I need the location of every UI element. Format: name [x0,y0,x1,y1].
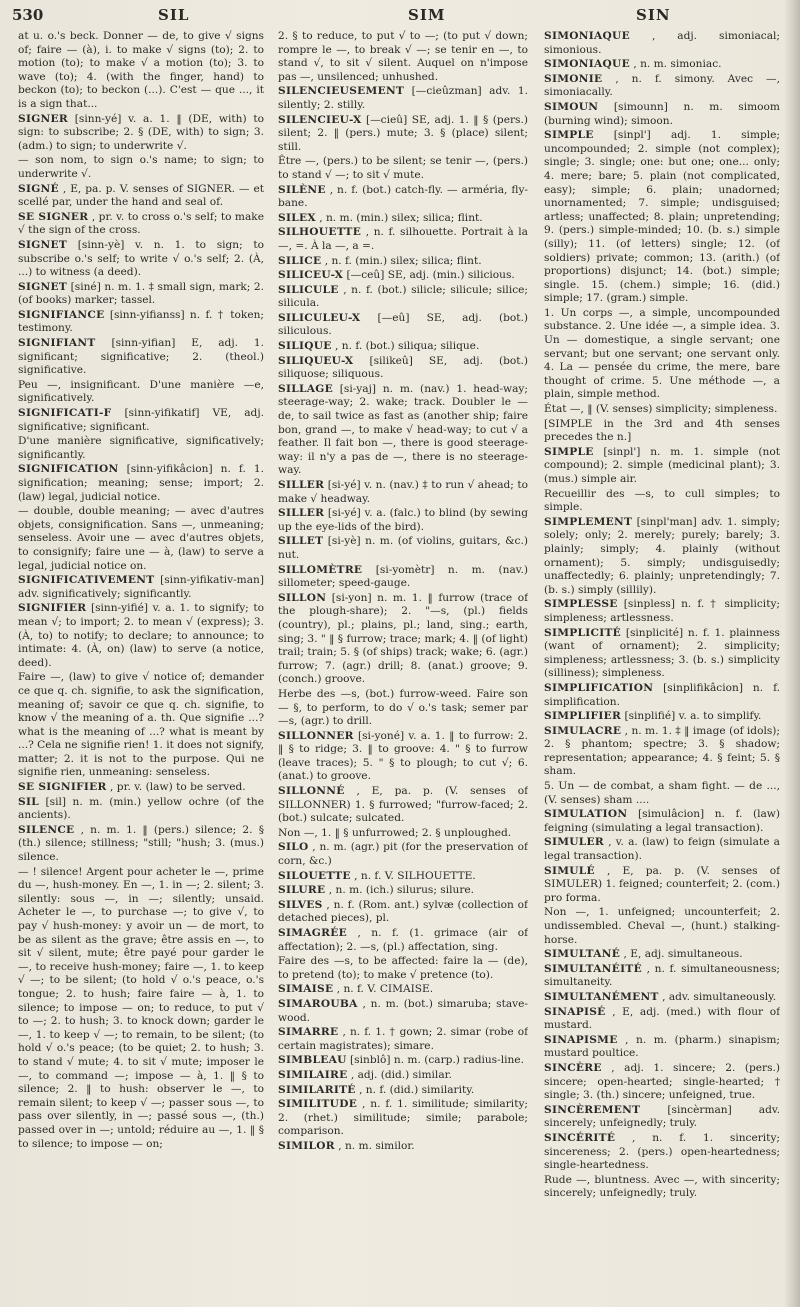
dictionary-entry [544,963,780,990]
dictionary-entry [18,435,264,462]
dictionary-entry [278,114,528,155]
entry-headword: SILENCIEU-X [278,113,362,126]
entry-headword: SINCÈRE [544,1061,602,1074]
dictionary-entry [278,479,528,506]
dictionary-entry [544,488,780,515]
entry-headword: SIMAGRÉE [278,927,347,939]
entry-headword: SE SIGNER [18,210,89,223]
dictionary-entry [278,870,528,884]
entry-headword: SIMULACRE [544,724,622,737]
entry-headword: SILICEU-X [278,269,344,282]
dictionary-entry [18,337,264,378]
dictionary-entry [544,1104,780,1131]
entry-definition: , n. m. similor. [338,1139,415,1152]
entry-definition: , n. f. (did.) similarity. [359,1083,475,1096]
entry-headword: SINCÉRITÉ [544,1131,616,1144]
entry-definition: , n. f. (1. grimace (air of affectation); 2. —s, (pl.) affectation, sing. [278,927,528,953]
entry-definition: , n. f. 1. similitude; similarity; 2. (rhet.) similitude; simile; parabole; comparison. [278,1098,528,1138]
entry-definition: [sinn-yè] v. n. 1. to sign; to subscribe o.'s self; to write √ o.'s self; 2. (À, ...) to witness (a deed). [18,238,264,279]
dictionary-entry [278,1069,528,1083]
dictionary-entry [544,780,780,807]
entry-definition: , n. f. silhouette. Portrait à la —, =. À la —, a =. [278,226,528,252]
entry-definition: at u. o.'s beck. Donner — de, to give √ signs of; faire — (à), i. to make √ signs (to); 2. to motion (to); to make √ a motion (to); 3. to wave (to); 4. (with the finger, hand) to beckon (to); to beckon (...). C'est — que ..., it is a sign that... [18,30,264,110]
entry-headword: SIMONIE [544,72,603,85]
entry-headword: SIMPLEMENT [544,515,633,528]
entry-headword: SIGNET [18,238,68,251]
entry-definition: Être —, (pers.) to be silent; se tenir —, (pers.) to stand √ —; to sit √ mute. [278,155,528,181]
entry-definition: , n. f. 1. sincerity; sincereness; 2. (pers.) open-heartedness; single-heartedness. [544,1131,780,1172]
dictionary-entry [18,574,264,601]
dictionary-entry [18,602,264,670]
entry-definition: [—cieûzman] adv. 1. silently; 2. stilly. [278,85,528,111]
entry-definition: [si-yé] v. a. (falc.) to blind (by sewing up the eye-lids of the bird). [278,507,528,533]
dictionary-entry [544,710,780,724]
entry-definition: [silikeû] SE, adj. (bot.) siliquose; siliquous. [278,354,528,381]
entry-headword: SIMARRE [278,1026,339,1039]
dictionary-entry [278,340,528,354]
dictionary-entry [18,824,264,865]
entry-headword: SINAPISÉ [544,1005,606,1018]
dictionary-entry [278,212,528,226]
dictionary-entry [18,309,264,336]
entry-headword: SILOUETTE [278,869,351,882]
entry-headword: SIGNIFIER [18,602,87,615]
dictionary-entry [18,796,264,823]
page-number: 530 [12,6,44,24]
entry-definition: [sinpl'] adj. 1. simple; uncompounded; 2. simple (not complex); single; 3. single; one: but one; one... only; 4. mere; bare; 5. plain (not complicated, easy); simple; 6. plain; unadorned; unornamented; 7. simple; undisguised; artless; unaffected; 8. plain; unpretending; 9. (pers.) simple-minded; 10. (b. s.) simple (silly); 11. (of letters) single; 12. (of soldiers) private; common; 13. (arith.) (of proportions) disjunct; 14. (bot.) simple; single. 15. (chem.) simple; 16. (did.) simple; 17. (gram.) simple. [544,129,780,305]
dictionary-entry [278,30,528,84]
entry-definition: Rude —, bluntness. Avec —, with sincerity; sincerely; unfeignedly; truly. [544,1173,780,1200]
entry-definition: [—eû] SE, adj. (bot.) siliculous. [278,311,528,338]
dictionary-entry [18,30,264,112]
entry-headword: SILIQUE [278,340,332,353]
entry-headword: SIMAISE [278,983,334,996]
entry-definition: Faire —, (law) to give √ notice of; demander ce que q. ch. signifie, to ask the signification, meaning of; savoir ce que q. ch. signifie, to know √ the meaning of a. th. Que signifie ...? what is the meaning of ...? what is meant by ...? Cela ne signifie rien! 1. it does not signify, matter; 2. it is not to the purpose. Qui ne signifie rien, unmeaning: senseless. [18,671,264,779]
entry-definition: , pr. v. (law) to be served. [110,781,246,794]
entry-definition: , v. a. (law) to feign (simulate a legal transaction). [544,836,780,863]
dictionary-entry [278,226,528,253]
dictionary-entry [544,307,780,402]
entry-definition: , n. f. (bot.) catch-fly. — arméria, fly-bane. [278,183,528,210]
entry-headword: SIL [18,795,39,808]
entry-definition: , n. m. (ich.) silurus; silure. [328,884,475,897]
dictionary-entry [544,991,780,1005]
dictionary-entry [18,211,264,238]
entry-definition: , n. m. (pharm.) sinapism; mustard poultice. [544,1033,780,1060]
entry-definition: [sinpless] n. f. † simplicity; simpleness; artlessness. [544,598,780,624]
dictionary-entry [278,884,528,898]
dictionary-entry [278,184,528,211]
entry-headword: SILLONNÉ [278,785,345,798]
entry-headword: SIGNIFIANT [18,337,96,350]
entry-headword: SILICULEU-X [278,311,361,324]
dictionary-entry [278,998,528,1025]
entry-headword: SIMPLE [544,445,594,458]
dictionary-entry [278,535,528,562]
entry-definition: — double, double meaning; — avec d'autres objets, consignification. Sans —, unmeaning; senseless. Avoir une — avec d'autres objets, to consignify; faire une — à, (law) to serve a legal, judicial notice on. [18,505,264,572]
entry-headword: SIMPLICITÉ [544,626,622,639]
entry-headword: SE SIGNIFIER [18,781,107,794]
entry-definition: [simounn] n. m. simoom (burning wind); simoon. [544,100,780,127]
entry-headword: SIMULÉ [544,864,595,877]
entry-definition: [sinn-yifikâcion] n. f. 1. signification; meaning; sense; import; 2. (law) legal, judicial notice. [18,463,264,503]
entry-definition: , adj. (did.) similar. [350,1068,452,1081]
entry-definition: État —, ‖ (V. senses) simplicity; simpleness. [544,403,778,416]
entry-definition: 1. Un corps —, a simple, uncompounded substance. 2. Une idée —, a simple idea. 3. Un — domestique, a single servant; one servant; but one servant; one servant only. 4. La — pensée du crime, the mere, bare thought of crime. 5. Une méthode —, a plain, simple method. [544,306,780,401]
entry-headword: SIGNIFICATI-F [18,407,112,420]
dictionary-entry [278,85,528,112]
dictionary-entry [544,446,780,487]
entry-definition: , E, pa. p. V. senses of SIGNER. — et scellé par, under the hand and seal of. [18,182,264,209]
entry-headword: SIMAROUBA [278,997,358,1010]
dictionary-entry [278,284,528,311]
entry-headword: SIMONIAQUE [544,58,630,71]
dictionary-entry [278,507,528,534]
entry-definition: [sinn-yifianss] n. f. † token; testimony. [18,308,264,335]
entry-definition: , E, pa. p. (V. senses of SIMULER) 1. feigned; counterfeit; 2. (com.) pro forma. [544,864,780,904]
entry-definition: — ! silence! Argent pour acheter le —, prime du —, hush-money. En —, 1. in —; 2. silent; 3. silently: sous —, in —; silently; unsaid. Acheter le —, to purchase —; to give √, to pay √ hush-money: y avoir un — de mort, to be as silent as the grave; être assis en —, to sit √ silent, mute; être payé pour garder le —, to receive hush-money; faire —, 1. to keep √ —; to be silent; (to hold √ o.'s peace, o.'s tongue; 2. to hush; faire faire — à, 1. to silence; to impose — on; to reduce, to put √ to —; 2. to hush; 3. to knock down; garder le —, 1. to keep √ —; to remain, to be silent; (to hold √ o.'s peace; (to be quiet; 2. to hush; 3. to stand √ mute; 4. to sit √ mute; imposer le —, to command —; impose — à, 1. ‖ § to silence; 2. ‖ to hush: observer le —, to remain silent; to keep √ —; passer sous —, to pass over silently, in —; passé sous —, (th.) passed over in —; untold; réduire au —, 1. ‖ § to silence; to impose — on; [18,865,264,1150]
dictionary-entry [18,407,264,434]
entry-definition: [SIMPLE in the 3rd and 4th senses precedes the n.] [544,417,780,444]
entry-definition: [sil] n. m. (min.) yellow ochre (of the ancients). [18,795,264,822]
entry-definition: [sinn-yifié] v. a. 1. to signify; to mean √; to import; 2. to mean √ (express); 3. (À, to) to notify; to declare; to announce; to intimate: 4. (À, on) (law) to serve (a notice, deed). [18,602,264,669]
dictionary-entry [544,725,780,779]
entry-definition: [sinn-yifikativ-man] adv. significatively; significantly. [18,574,264,600]
entry-headword: SILIQUEU-X [278,354,354,367]
entry-definition: , E, adj. (med.) with flour of mustard. [544,1005,780,1032]
entry-headword: SILÈNE [278,183,326,196]
entry-definition: [sincèrman] adv. sincerely; unfeignedly; truly. [544,1103,780,1130]
entry-headword: SIMONIAQUE [544,30,630,42]
dictionary-entry [278,1140,528,1154]
guide-word-right: SIN [636,6,671,24]
dictionary-entry [278,955,528,982]
dictionary-entry [18,379,264,406]
dictionary-entry [278,827,528,841]
entry-definition: , n. m. (min.) silex; silica; flint. [319,211,483,224]
dictionary-entry [544,129,780,306]
entry-headword: SIGNIFIANCE [18,308,105,321]
entry-headword: SILICE [278,254,322,267]
entry-definition: , E, pa. p. (V. senses of SILLONNER) 1. § furrowed; "furrow-faced; 2. (bot.) sulcate; sulcated. [278,785,528,825]
dictionary-entry [278,383,528,478]
entry-headword: SILO [278,841,309,854]
entry-headword: SIGNER [18,112,69,125]
entry-headword: SIMOUN [544,100,599,113]
dictionary-entry [544,682,780,709]
dictionary-entry [278,564,528,591]
entry-headword: SILLONNER [278,729,354,742]
dictionary-entry [18,463,264,504]
dictionary-entry [544,30,780,57]
entry-definition: , n. f. (Rom. ant.) sylvæ (collection of detached pieces), pl. [278,898,528,925]
entry-definition: Peu —, insignificant. D'une manière —e, significatively. [18,378,264,405]
entry-definition: , n. m. (agr.) pit (for the preservation of corn, &c.) [278,841,528,868]
dictionary-entry [18,113,264,154]
entry-definition: , n. m. 1. ‖ (pers.) silence; 2. § (th.) silence; stillness; "still; "hush; 3. (mus.) silence. [18,823,264,864]
dictionary-entry [278,899,528,926]
entry-definition: , n. f. simultaneousness; simultaneity. [544,962,780,989]
entry-definition: [sinn-yifian] E, adj. 1. significant; significative; 2. (theol.) significative. [18,337,264,377]
entry-headword: SINCÈREMENT [544,1103,641,1116]
entry-definition: , adj. 1. sincere; 2. (pers.) sincere; open-hearted; single-hearted; † single; 3. (th.) sincere; unfeigned, true. [544,1061,780,1102]
entry-headword: SILENCIEUSEMENT [278,85,405,98]
dictionary-entry [278,841,528,868]
entry-definition: [—cieû] SE, adj. 1. ‖ § (pers.) silent; 2. ‖ (pers.) mute; 3. § (place) silent; still. [278,113,528,153]
dictionary-entry [544,948,780,962]
dictionary-entry [278,1098,528,1139]
dictionary-entry [278,1084,528,1098]
entry-headword: SILLER [278,479,325,491]
entry-headword: SILVES [278,898,323,911]
entry-definition: [—ceû] SE, adj. (min.) silicious. [346,269,515,282]
entry-definition: , n. m. simoniac. [633,58,722,71]
page-edge-shadow [784,0,800,1307]
dictionary-entry [18,866,264,1151]
entry-definition: , n. m. (bot.) simaruba; stave-wood. [278,997,528,1024]
entry-definition: [sinn-yé] v. a. 1. ‖ (DE, with) to sign: to subscribe; 2. § (DE, with) to sign; 3. (adm.) to sign; to underwrite √. [18,112,264,152]
entry-definition: , n. f. V. CIMAISE. [336,983,434,996]
dictionary-entry [278,592,528,687]
entry-headword: SIMPLESSE [544,598,618,611]
entry-definition: , n. f. (bot.) silicle; silicule; silice; silicula. [278,283,528,310]
entry-definition: 5. Un — de combat, a sham fight. — de ..., (V. senses) sham .... [544,780,780,806]
dictionary-entry [278,1026,528,1053]
column-middle [278,30,528,1300]
dictionary-entry [544,906,780,947]
entry-headword: SIMULER [544,836,604,849]
dictionary-entry [544,627,780,681]
entry-definition: 2. § to reduce, to put √ to —; (to put √ down; rompre le —, to break √ —; se tenir en —, to stand √, to sit √ silent. Auquel on n'impose pas —, unsilenced; unhushed. [278,30,528,83]
dictionary-entry [544,1034,780,1061]
entry-headword: SIMULTANÉITÉ [544,962,642,975]
entry-definition: , n. f. (bot.) siliqua; silique. [335,340,480,353]
dictionary-entry [544,58,780,72]
entry-headword: SIMULATION [544,808,628,821]
dictionary-entry [544,418,780,445]
dictionary-entry [18,183,264,210]
dictionary-entry [278,927,528,954]
dictionary-entry [544,836,780,863]
entry-definition: , n. m. 1. ‡ ‖ image (of idols); 2. § phantom; spectre; 3. § shadow; representation; appearance; 4. § feint; 5. § sham. [544,724,780,778]
entry-definition: , n. f. 1. † gown; 2. simar (robe of certain magistrates); simare. [278,1026,528,1052]
entry-headword: SIMILARITÉ [278,1083,356,1096]
entry-headword: SIGNIFICATIVEMENT [18,574,155,587]
entry-definition: [si-yomètr] n. m. (nav.) sillometer; speed-gauge. [278,563,528,590]
dictionary-entry [278,155,528,182]
entry-headword: SIMBLEAU [278,1054,347,1067]
guide-word-middle: SIM [408,6,446,24]
dictionary-entry [544,101,780,128]
entry-definition: , n. f. (min.) silex; silica; flint. [324,254,482,267]
dictionary-entry [278,269,528,283]
entry-headword: SIGNET [18,280,68,293]
dictionary-entry [18,781,264,795]
dictionary-entry [278,730,528,784]
entry-definition: , n. f. V. SILHOUETTE. [354,869,476,882]
column-left [18,30,264,1300]
dictionary-entry [544,1174,780,1201]
dictionary-entry [278,1054,528,1068]
dictionary-entry [544,73,780,100]
entry-headword: SILLON [278,591,327,604]
entry-definition: [sinpl'] n. m. 1. simple (not compound); 2. simple (medicinal plant); 3. (mus.) simple air. [544,445,780,485]
entry-headword: SIMILAIRE [278,1068,348,1081]
entry-definition: , adj. simoniacal; simonious. [544,30,780,56]
entry-definition: [sinplifié] v. a. to simplify. [624,710,762,723]
entry-headword: SIMPLIFIER [544,710,622,723]
entry-headword: SIMILITUDE [278,1098,358,1111]
column-right [544,30,780,1300]
dictionary-entry [278,688,528,729]
guide-word-left: SIL [158,6,190,24]
dictionary-entry [18,505,264,573]
dictionary-entry [544,1062,780,1103]
dictionary-entry [278,785,528,826]
entry-headword: SILICULE [278,283,339,296]
entry-headword: SIMULTANÉMENT [544,990,659,1003]
dictionary-entry [278,983,528,997]
entry-definition: Non —, 1. unfeigned; uncounterfeit; 2. undissembled. Cheval —, (hunt.) stalking-horse. [544,906,780,946]
entry-headword: SIMILOR [278,1139,335,1152]
entry-definition: [sinblô] n. m. (carp.) radius-line. [350,1054,524,1067]
dictionary-entry [544,1006,780,1033]
entry-definition: Faire des —s, to be affected: faire la — (de), to pretend (to); to make √ pretence (to). [278,955,528,981]
entry-headword: SILENCE [18,823,75,836]
entry-definition: [sinplifikâcion] n. f. simplification. [544,681,780,708]
dictionary-entry [18,154,264,181]
dictionary-entry [544,403,780,417]
entry-definition: , E, adj. simultaneous. [623,948,743,961]
entry-definition: , n. f. simony. Avec —, simoniacally. [544,72,780,99]
entry-definition: [sinplicité] n. f. 1. plainness (want of ornament); 2. simplicity; simpleness; artlessness; 3. (b. s.) simplicity (silliness); simpleness. [544,626,780,680]
entry-definition: D'une manière significative, significatively; significantly. [18,435,264,461]
entry-headword: SILLET [278,535,324,548]
dictionary-entry [18,281,264,308]
entry-headword: SILURE [278,884,326,897]
entry-definition: [si-yoné] v. a. 1. ‖ to furrow: 2. ‖ § to ridge; 3. ‖ to groove: 4. " § to furrow (leave traces); 5. " § to plough; to cut √; 6. (anat.) to groove. [278,729,528,783]
dictionary-entry [544,598,780,625]
entry-headword: SIMPLIFICATION [544,681,654,694]
entry-definition: Herbe des —s, (bot.) furrow-weed. Faire son — §, to perform, to do √ o.'s task; semer par —s, (agr.) to drill. [278,687,528,728]
dictionary-entry [544,516,780,598]
entry-definition: , pr. v. to cross o.'s self; to make √ the sign of the cross. [18,210,264,237]
dictionary-entry [278,312,528,339]
entry-headword: SINAPISME [544,1033,618,1046]
dictionary-entry [544,808,780,835]
entry-definition: [si-yaj] n. m. (nav.) 1. head-way; steerage-way; 2. wake; track. Doubler le — de, to sail twice as fast as (another ship; faire bon, grand —, to make √ head-way; to cut √ a feather. Il fait bon —, there is good steerage-way: il n'y a pas de —, there is no steerage-way. [278,382,528,477]
entry-headword: SILLAGE [278,382,333,395]
entry-headword: SILHOUETTE [278,226,362,239]
entry-definition: [si-yè] n. m. (of violins, guitars, &c.) nut. [278,535,528,561]
dictionary-entry [278,255,528,269]
entry-definition: [simulâcion] n. f. (law) feigning (simulating a legal transaction). [544,808,780,834]
dictionary-entry [544,865,780,906]
dictionary-entry [544,1132,780,1173]
entry-headword: SILLER [278,507,325,520]
entry-headword: SILLOMÈTRE [278,563,363,576]
entry-headword: SILEX [278,211,316,224]
dictionary-entry [18,239,264,280]
entry-definition: [si-yon] n. m. 1. ‖ furrow (trace of the plough-share); 2. "—s, (pl.) fields (country), pl.; plains, pl.; land, sing.; earth, sing; 3. " ‖ § furrow; trace; mark; 4. ‖ (of light) trail; train; 5. § (of ships) track; wake; 6. (agr.) furrow; 7. (agr.) drill; 8. (anat.) groove; 9. (conch.) groove. [278,591,528,686]
dictionary-entry [278,355,528,382]
entry-definition: [siné] n. m. 1. ‡ small sign, mark; 2. (of books) marker; tassel. [18,280,264,307]
entry-headword: SIGNIFICATION [18,463,119,476]
page-header [0,4,800,28]
entry-definition: , adv. simultaneously. [662,990,777,1003]
entry-definition: [si-yé] v. n. (nav.) ‡ to run √ ahead; to make √ headway. [278,479,528,505]
entry-definition: [sinn-yifikatif] VE, adj. significative; significant. [18,407,264,433]
entry-definition: [sinpl'man] adv. 1. simply; solely; only; 2. merely; purely; barely; 3. plainly; simply; 4. plainly (without ornament); 5. simply; undisguisedly; unaffectedly; 6. plainly; unpretendingly; 7. (b. s.) simply (sillily). [544,515,780,596]
entry-definition: — son nom, to sign o.'s name; to sign; to underwrite √. [18,154,264,180]
entry-definition: Non —, 1. ‖ § unfurrowed; 2. § unploughed. [278,826,512,839]
entry-headword: SIGNÉ [18,182,59,195]
entry-headword: SIMPLE [544,129,594,142]
entry-headword: SIMULTANÉ [544,948,621,961]
dictionary-entry [18,671,264,780]
entry-definition: Recueillir des —s, to cull simples; to simple. [544,487,780,514]
